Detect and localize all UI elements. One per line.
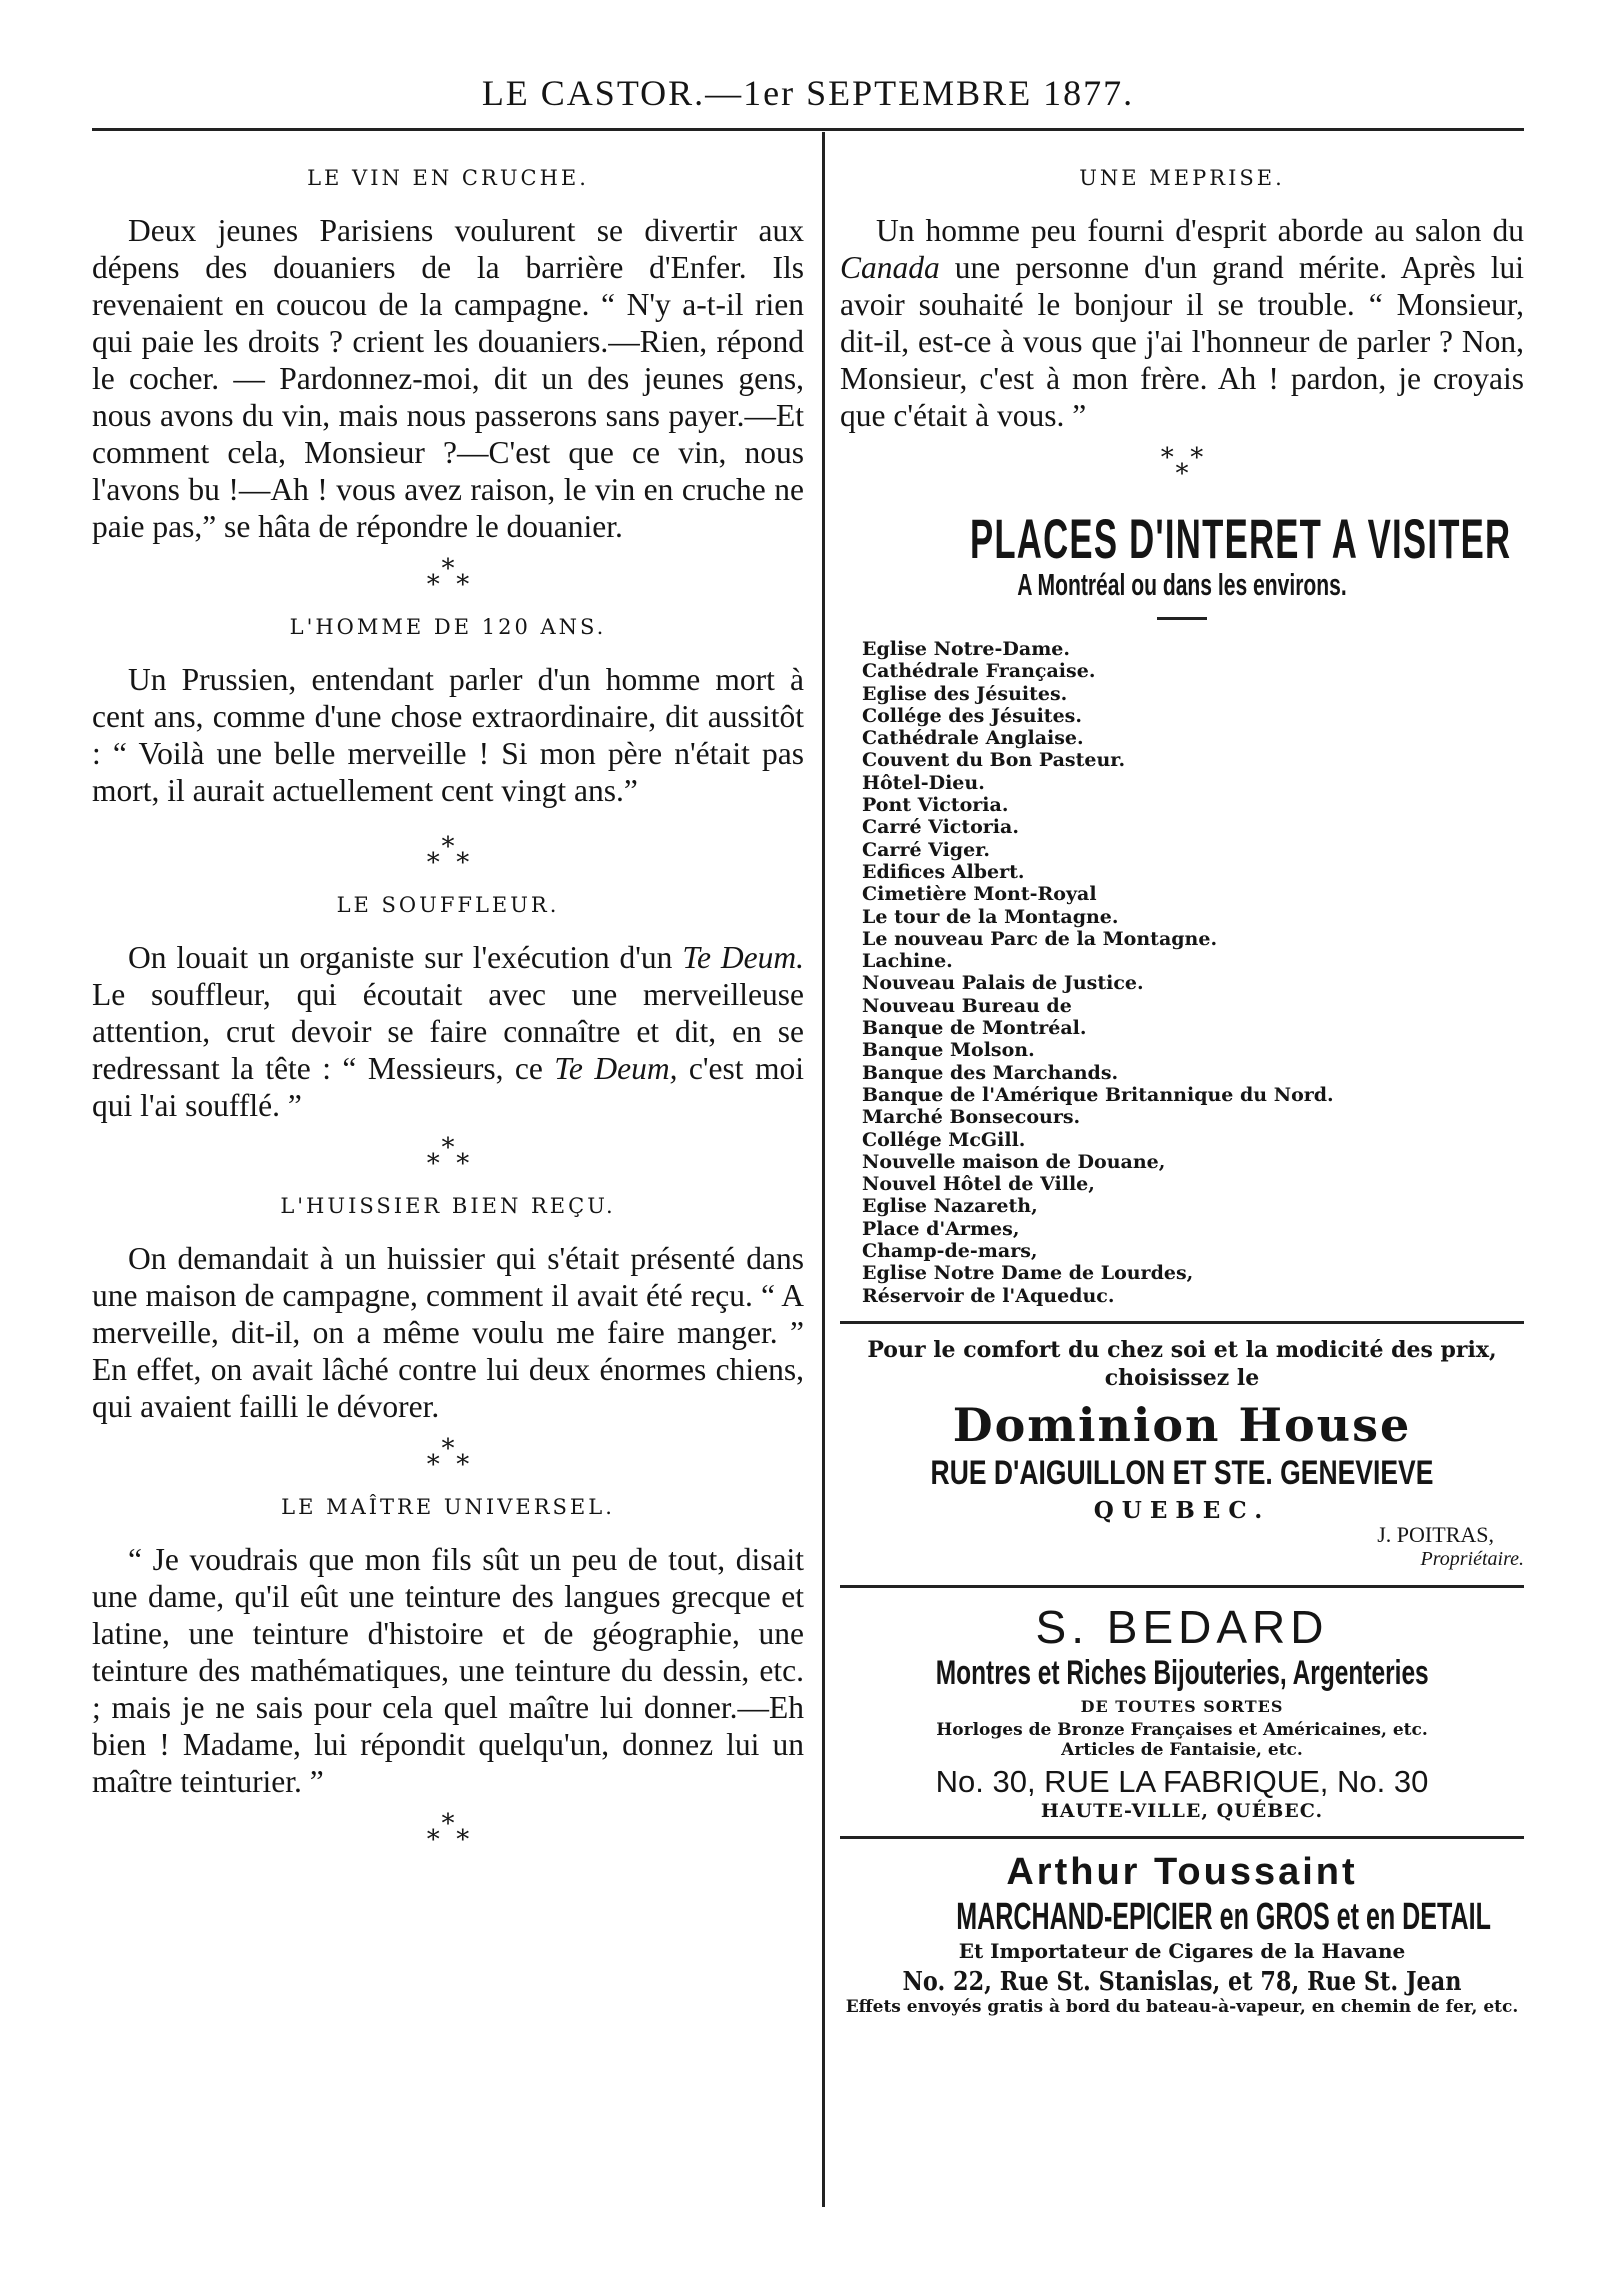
ad-name: Arthur Toussaint [1006, 1850, 1358, 1893]
ad-city: QUEBEC. [1093, 1496, 1271, 1524]
place-item: Le tour de la Montagne. [862, 905, 1119, 928]
star-separator [92, 832, 804, 878]
place-item: Nouvel Hôtel de Ville, [862, 1173, 1095, 1196]
place-item: Couvent du Bon Pasteur. [862, 749, 1126, 772]
star-glyph: * [456, 1149, 470, 1179]
place-item: Réservoir de l'Aqueduc. [862, 1284, 1115, 1307]
star-glyph: * [441, 1809, 455, 1839]
ad-line: Effets envoyés gratis à bord du bateau-à-vapeur, en chemin de fer, etc. [845, 1996, 1519, 2017]
article-body: On demandait à un huissier qui s'était présenté dans une maison de campagne, comment il avait été reçu. “ A merveille, dit-il, on a même voulu me faire manger. ” En effet, on avait lâché contre lui deux énormes chiens, qui avaient failli le dévorer. [92, 1241, 804, 1424]
ad-name: Dominion House [952, 1397, 1412, 1452]
article-body: Deux jeunes Parisiens voulurent se divertir aux dépens des douaniers de la barrière d'Enfer. Ils revenaient en coucou de la campagne. “ N'y a-t-il rien qui paie les droits ? crient les douaniers.—Rien, répond le cocher. — Pardonnez-moi, dit un des jeunes gens, nous avons du vin, mais nous passerons sans payer.—Et comment cela, Monsieur ?—C'est que ce vin, nous l'avons bu !—Ah ! vous avez raison, le vin en cruche ne paie pas,” se hâta de répondre le douanier. [92, 213, 804, 544]
article-body [840, 212, 1524, 434]
ad-name: S. BEDARD [1035, 1600, 1329, 1653]
star-separator [92, 1133, 804, 1179]
article-title: LE SOUFFLEUR. [336, 893, 560, 917]
ad-line: Et Importateur de Cigares de la Havane [958, 1938, 1406, 1963]
ad-address: No. 30, RUE LA FABRIQUE, No. 30 [935, 1763, 1429, 1799]
star-glyph: * [456, 848, 470, 878]
star-glyph: * [456, 1450, 470, 1480]
place-item: Collége des Jésuites. [862, 704, 1082, 727]
article-title: UNE MEPRISE. [1079, 166, 1285, 190]
ad-line: Montres et Riches Bijouteries, Argenteries [935, 1653, 1429, 1692]
star-glyph: * [441, 554, 455, 584]
star-glyph: * [426, 848, 440, 878]
place-item: Place d'Armes, [862, 1217, 1020, 1240]
text-run: Un homme peu fourni d'esprit aborde au salon du [876, 213, 1524, 248]
text-run: une personne d'un grand mérite. Après lui avoir souhaité le bonjour il se trouble. “ Monsieur, dit-il, est-ce à vous que j'ai l'honneur de parler ? Non, Monsieur, c'est à mon frère. Ah ! pardon, je croyais que c'était à vous. ” [840, 250, 1524, 433]
left-column [92, 158, 804, 1870]
ad-address: No. 22, Rue St. Stanislas, et 78, Rue St. Jean [902, 1966, 1462, 1997]
place-item: Nouveau Bureau de [862, 994, 1072, 1017]
place-item: Eglise Notre Dame de Lourdes, [862, 1262, 1194, 1285]
ad-proprietor: J. POITRAS, [1377, 1521, 1494, 1547]
section-rule [840, 1585, 1524, 1588]
place-item: Banque des Marchands. [862, 1061, 1119, 1084]
ad-intro: Pour le comfort du chez soi et la modicité des prix, choisissez le [867, 1336, 1497, 1391]
article-title: L'HUISSIER BIEN REÇU. [280, 1194, 616, 1218]
article-body: Un Prussien, entendant parler d'un homme mort à cent ans, comme d'une chose extraordinaire, dit aussitôt : “ Voilà une belle merveille ! Si mon père n'était pas mort, il aurait actuellement cent vingt ans.” [92, 662, 804, 808]
star-glyph: * [426, 1825, 440, 1855]
place-item: Lachine. [862, 950, 953, 973]
text-run: c'est moi qui l'ai soufflé. ” [92, 1051, 804, 1123]
place-item: Cathédrale Française. [862, 660, 1096, 683]
place-item: Le nouveau Parc de la Montagne. [862, 927, 1218, 950]
star-glyph: * [426, 1149, 440, 1179]
ad-line: Horloges de Bronze Françaises et Américaines, etc. [936, 1719, 1428, 1740]
places-subtitle: A Montréal ou dans les environs. [1017, 567, 1347, 602]
star-glyph: * [1175, 459, 1189, 489]
ad-line: DE TOUTES SORTES [1080, 1696, 1284, 1716]
ad-line: Articles de Fantaisie, etc. [1061, 1739, 1303, 1760]
article-body: “ Je voudrais que mon fils sût un peu de tout, disait une dame, qu'il eût une teinture des langues grecque et latine, une teinture d'histoire et de géographie, une teinture des mathématiques, une teinture du dessin, etc. ; mais je ne sais pour cela quel maître lui donner.—Eh bien ! Madame, lui répondit quelqu'un, donnez lui un maître teinturier. ” [92, 1542, 804, 1799]
article-title: LE MAÎTRE UNIVERSEL. [281, 1495, 615, 1519]
page-header: LE CASTOR.—1er SEPTEMBRE 1877. [481, 73, 1135, 113]
place-item: Cathédrale Anglaise. [862, 727, 1084, 750]
article-body [92, 939, 804, 1124]
place-item: Carré Viger. [862, 838, 991, 861]
star-glyph: * [456, 1825, 470, 1855]
ad-line: MARCHAND-EPICIER en GROS et en DETAIL [956, 1895, 1491, 1938]
place-item: Carré Victoria. [862, 816, 1019, 839]
text-run: Le souffleur, qui écoutait avec une merveilleuse attention, crut devoir se faire connaître et dit, en se redressant la tête : “ Messieurs, ce [92, 977, 804, 1086]
italic-text: Canada [840, 250, 940, 285]
places-list [862, 638, 1524, 1307]
ad-city: HAUTE-VILLE, QUÉBEC. [1040, 1799, 1324, 1822]
star-separator [92, 1434, 804, 1480]
section-rule [840, 1321, 1524, 1324]
star-glyph: * [426, 570, 440, 600]
place-item: Eglise Notre-Dame. [862, 638, 1070, 660]
italic-text: Te Deum. [682, 940, 804, 975]
place-item: Banque Molson. [862, 1039, 1035, 1062]
place-item: Banque de Montréal. [862, 1017, 1087, 1040]
star-glyph: * [1190, 443, 1204, 473]
star-glyph: * [426, 1450, 440, 1480]
short-rule [1157, 617, 1207, 620]
star-separator [840, 443, 1524, 489]
place-item: Eglise Nazareth, [862, 1195, 1038, 1218]
star-separator [92, 1809, 804, 1855]
ad-toussaint [840, 1851, 1524, 2017]
header-rule [92, 128, 1524, 131]
place-item: Eglise des Jésuites. [862, 682, 1068, 705]
place-item: Hôtel-Dieu. [862, 771, 985, 794]
star-glyph: * [441, 1133, 455, 1163]
ad-proprietor-title: Propriétaire. [1420, 1547, 1524, 1570]
star-glyph: * [441, 1434, 455, 1464]
place-item: Cimetière Mont-Royal [862, 883, 1097, 906]
star-separator [92, 554, 804, 600]
column-divider [822, 132, 825, 2207]
article-title: L'HOMME DE 120 ANS. [289, 615, 607, 639]
place-item: Champ-de-mars, [862, 1240, 1038, 1263]
place-item: Pont Victoria. [862, 794, 1009, 817]
right-column [840, 158, 1524, 2017]
star-glyph: * [441, 832, 455, 862]
places-title: PLACES D'INTERET A VISITER [969, 507, 1512, 570]
ad-bedard [840, 1600, 1524, 1822]
place-item: Collége McGill. [862, 1128, 1026, 1151]
star-glyph: * [1160, 443, 1174, 473]
article-title: LE VIN EN CRUCHE. [307, 166, 589, 190]
place-item: Banque de l'Amérique Britannique du Nord. [862, 1083, 1334, 1106]
italic-text: Te Deum, [554, 1051, 678, 1086]
ad-street: RUE D'AIGUILLON ET STE. GENEVIEVE [930, 1453, 1434, 1492]
ad-dominion-house [840, 1336, 1524, 1571]
place-item: Edifices Albert. [862, 860, 1025, 883]
text-run: On louait un organiste sur l'exécution d'un [128, 940, 683, 975]
place-item: Marché Bonsecours. [862, 1106, 1081, 1129]
place-item: Nouvelle maison de Douane, [862, 1150, 1166, 1173]
section-rule [840, 1836, 1524, 1839]
star-glyph: * [456, 570, 470, 600]
place-item: Nouveau Palais de Justice. [862, 972, 1144, 995]
